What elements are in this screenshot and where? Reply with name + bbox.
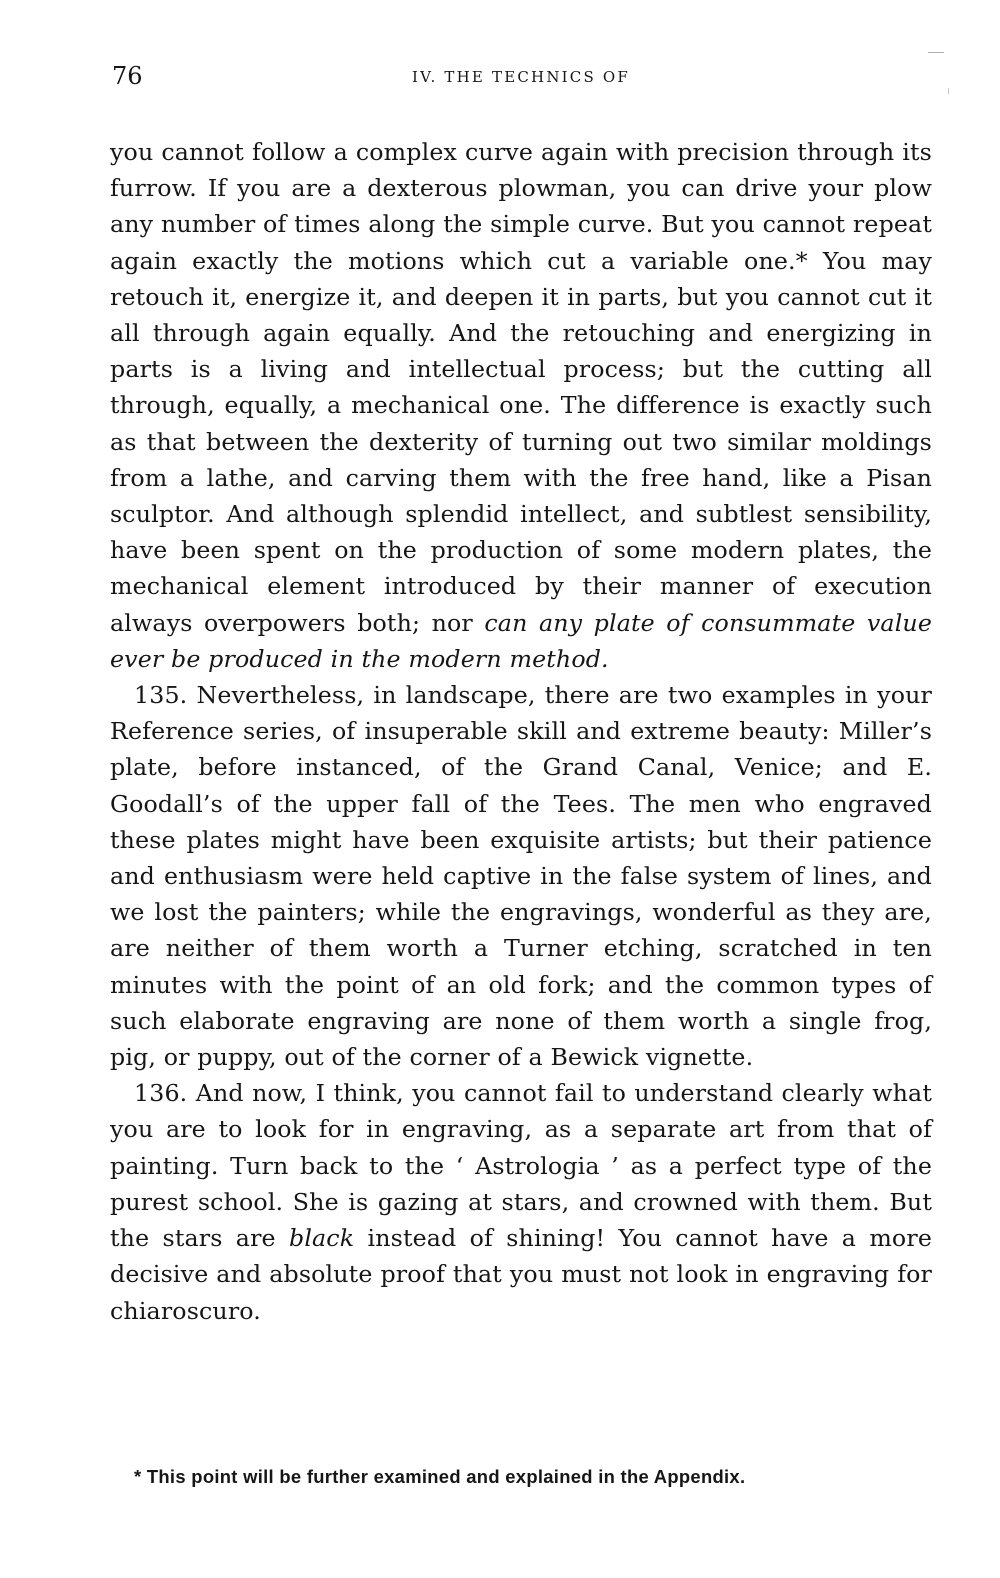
paragraph-136 [110,1075,932,1328]
italic-word: black [289,1224,355,1253]
paragraph-text: you cannot follow a complex curve again with precision through its furrow. If you are a dexterous plowman, you can drive your plow any number of times along the simple curve. But you cannot repeat again exactly the motions which cut a variable one.* You may retouch it, energize it, and deepen it in parts, but you cannot cut it all through again equally. And the retouching and energizing in parts is a living and intellectual process; but the cutting all through, equally, a mechanical one. The difference is exactly such as that between the dexterity of turning out two similar moldings from a lathe, and carving them with the free hand, like a Pisan sculptor. And although splendid intellect, and subtlest sensibility, have been spent on the production of some modern plates, the mechanical element introduced by their manner of execution always overpowers both; nor [110,138,932,637]
page-number: 76 [112,62,143,90]
scan-tick [948,88,949,94]
italic-phrase: can any plate of consummate value ever be produced in the modern method. [110,608,932,673]
paragraph-continued [110,134,932,677]
paragraph-text: instead of shining! You cannot have a more decisive and absolute proof that you must not look in engraving for chiaroscuro. [110,1224,932,1325]
page-header [112,62,930,98]
footnote: * This point will be further examined and explained in the Appendix. [134,1466,746,1487]
paragraph-text: 136. And now, I think, you cannot fail to understand clearly what you are to look for in engraving, as a separate art from that of painting. Turn back to the ‘ Astrologia ’ as a perfect type of the purest school. She is gazing at stars, and crowned with them. But the stars are [110,1079,932,1253]
paragraph-135: 135. Nevertheless, in landscape, there are two examples in your Reference series, of insuperable skill and extreme beauty: Miller’s plate, before instanced, of the Grand Canal, Venice; and E. Goodall’s of the upper fall of the Tees. The men who engraved these plates might have been exquisite artists; but their patience and enthusiasm were held captive in the false system of lines, and we lost the painters; while the engravings, wonderful as they are, are neither of them worth a Turner etching, scratched in ten minutes with the point of an old fork; and the common types of such elaborate engraving are none of them worth a single frog, pig, or puppy, out of the corner of a Bewick vignette. [110,681,932,1072]
body-text [110,134,932,1329]
scan-mark [928,52,944,53]
running-head: IV. THE TECHNICS OF [411,68,631,86]
